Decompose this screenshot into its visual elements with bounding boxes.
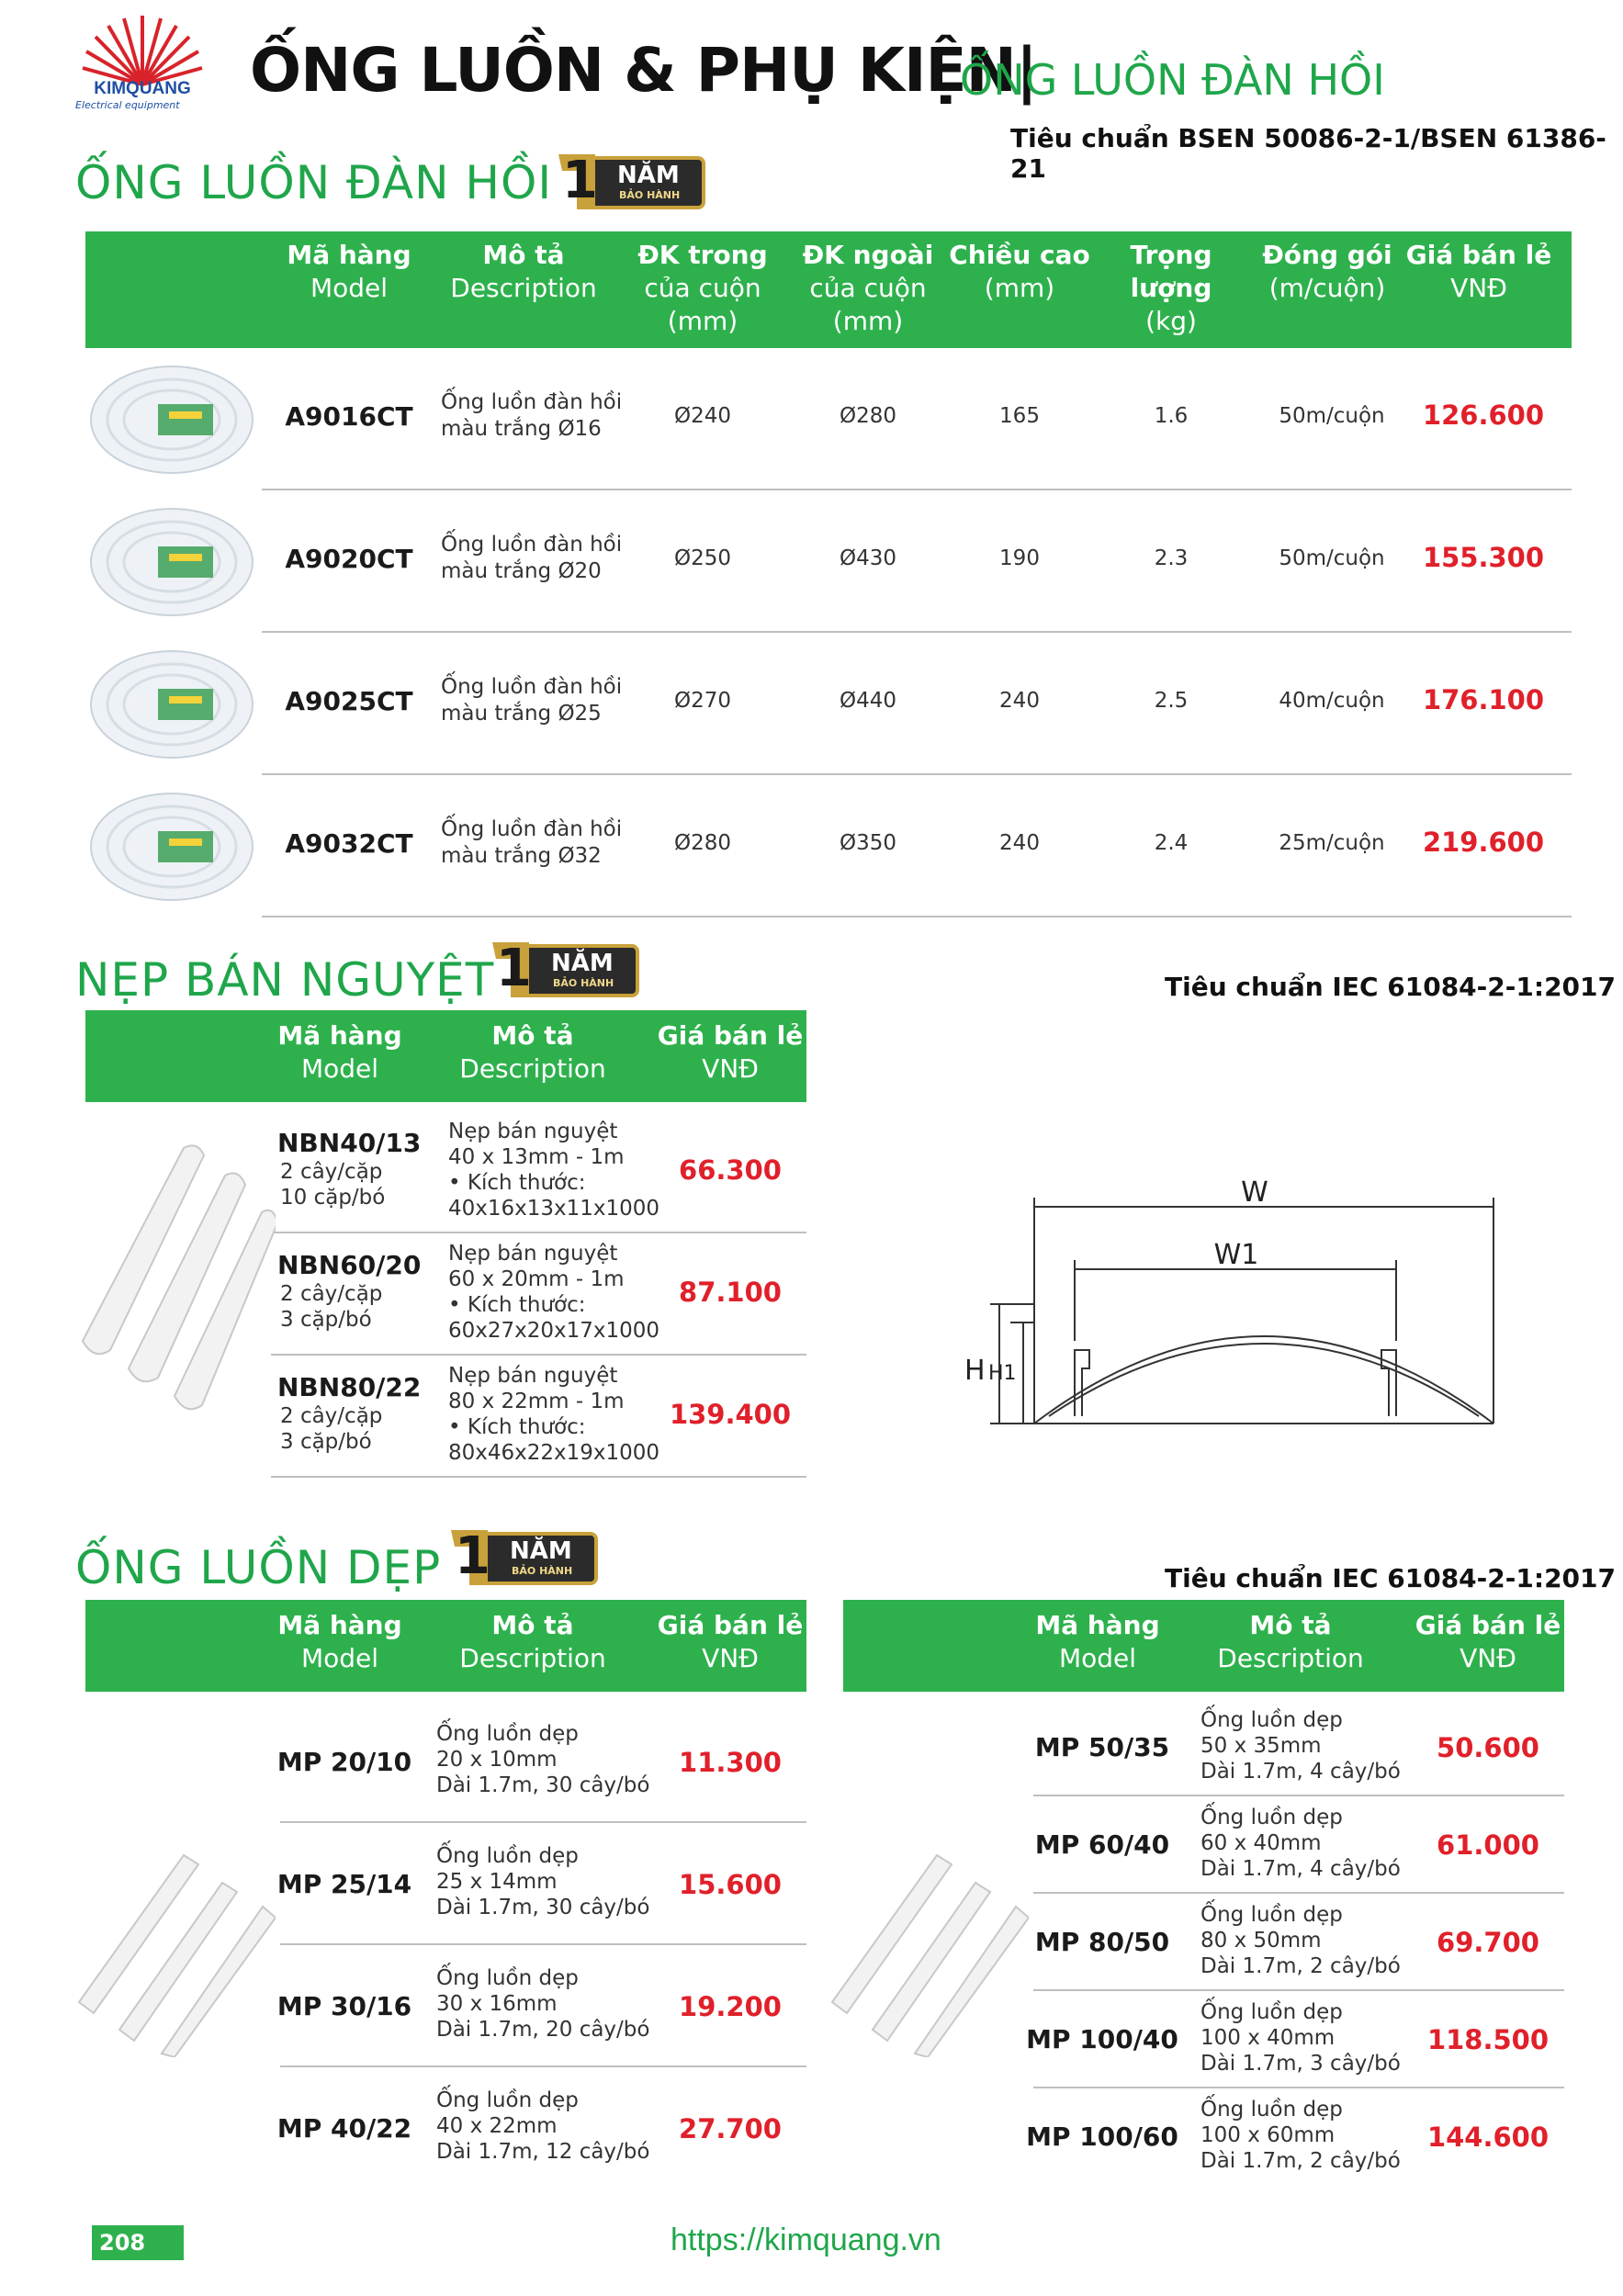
diagram-w1-label: W1 (1213, 1239, 1259, 1271)
table-header-cell (634, 239, 772, 338)
table-header-cell (652, 1609, 808, 1675)
table-row (0, 634, 1623, 776)
pack-line1: 2 cây/cặp (280, 1160, 383, 1184)
product-desc-line3: Dài 1.7m, 30 cây/bó (436, 1773, 650, 1797)
section1-standard: Tiêu chuẩn BSEN 50086-2-1/BSEN 61386-21 (1010, 123, 1606, 184)
product-desc-line1: Nẹp bán nguyệt (448, 1120, 618, 1143)
section3-title: ỐNG LUỒN DẸP (75, 1541, 442, 1594)
table-row (827, 2088, 1623, 2186)
product-desc-line1: Ống luồn dẹp (436, 1722, 579, 1746)
row-divider (262, 631, 1572, 633)
product-model: A9016CT (285, 401, 413, 432)
product-desc-line1: Ống luồn dẹp (436, 1966, 579, 1990)
header-label: Mô tả (491, 1020, 574, 1051)
coil-height: 190 (999, 546, 1040, 570)
header-label: Mã hàng (277, 1610, 402, 1640)
header-sublabel: VNĐ (1460, 1643, 1516, 1673)
product-desc-line1: Nẹp bán nguyệt (448, 1242, 618, 1266)
header-sublabel: (mm) (984, 273, 1055, 303)
header-sublabel: Description (459, 1643, 606, 1673)
product-model: MP 100/60 (1026, 2122, 1178, 2152)
product-price: 144.600 (1426, 2122, 1550, 2153)
table-row (0, 491, 1623, 634)
product-desc-line2: 80 x 50mm (1200, 1929, 1322, 1953)
product-model: MP 25/14 (276, 1869, 412, 1899)
header-sublabel: Model (310, 273, 389, 303)
product-desc-line2: 60 x 20mm - 1m (448, 1267, 625, 1291)
brand-name: KIMQUANG (94, 79, 191, 98)
header-sublabel: Model (300, 1053, 379, 1084)
header-label: Mã hàng (277, 1020, 402, 1051)
header-sublabel: (mm) (667, 306, 738, 336)
table-row (0, 776, 1623, 918)
half-round-cross-section-diagram (937, 1176, 1525, 1479)
product-desc-line1: Ống luồn dẹp (1200, 2098, 1343, 2122)
coil-height: 165 (999, 404, 1040, 428)
coil-height: 240 (999, 831, 1040, 855)
product-price: 139.400 (669, 1399, 792, 1430)
conduit-coil-image (85, 502, 259, 622)
product-price: 11.300 (679, 1747, 782, 1778)
flat-conduit-image-right (827, 1837, 1029, 2057)
inner-diameter: Ø240 (673, 404, 731, 428)
product-desc-line1: Nẹp bán nguyệt (448, 1364, 618, 1388)
product-desc-line2: 25 x 14mm (436, 1870, 558, 1894)
product-model: MP 100/40 (1026, 2024, 1178, 2054)
product-model: NBN60/20 (277, 1250, 422, 1280)
diagram-h1-label: H1 (988, 1362, 1017, 1385)
header-label: Mã hàng (1035, 1610, 1160, 1640)
table-header-cell (1410, 1609, 1566, 1675)
pack-line2: 3 cặp/bó (280, 1308, 372, 1332)
page-title: ỐNG LUỒN & PHỤ KIỆN| (250, 35, 1037, 106)
product-desc-line3: • Kích thước: (448, 1415, 586, 1439)
product-desc-line2: màu trắng Ø32 (441, 844, 602, 868)
page-subtitle: ỐNG LUỒN ĐÀN HỒI (960, 55, 1385, 105)
product-desc-line4: 40x16x13x11x1000 (448, 1197, 660, 1221)
coil-height: 240 (999, 689, 1040, 713)
packing: 50m/cuộn (1279, 546, 1385, 570)
outer-diameter: Ø430 (839, 546, 896, 570)
product-desc-line3: • Kích thước: (448, 1171, 586, 1195)
product-model: A9020CT (285, 544, 413, 574)
product-desc-line1: Ống luồn dẹp (1200, 2000, 1343, 2024)
product-desc-line2: màu trắng Ø20 (441, 559, 602, 583)
product-price: 19.200 (679, 1991, 782, 2022)
product-price: 155.300 (1422, 542, 1545, 573)
product-desc-line3: Dài 1.7m, 12 cây/bó (436, 2140, 650, 2164)
header-label: Mô tả (491, 1610, 574, 1640)
table-header-cell (266, 1609, 413, 1675)
header-label: ĐK ngoài (802, 240, 934, 270)
brand-tagline: Electrical equipment (75, 99, 180, 111)
product-price: 69.700 (1437, 1927, 1539, 1958)
pack-line2: 10 cặp/bó (280, 1186, 386, 1210)
conduit-coil-image (85, 360, 259, 479)
packing: 50m/cuộn (1279, 404, 1385, 428)
header-label: Trọng lượng (1130, 240, 1212, 303)
header-label: Mã hàng (287, 240, 411, 270)
section2-title: NẸP BÁN NGUYỆT (75, 953, 495, 1007)
header-sublabel: VNĐ (702, 1053, 759, 1084)
header-sublabel: (kg) (1145, 306, 1197, 336)
header-label: Chiều cao (949, 240, 1090, 270)
table-header-cell (441, 1019, 625, 1086)
product-desc-line2: 50 x 35mm (1200, 1734, 1322, 1758)
header-label: Giá bán lẻ (1405, 240, 1552, 270)
table-header-cell (1401, 239, 1557, 305)
pack-line1: 2 cây/cặp (280, 1404, 383, 1428)
product-desc-line1: Ống luồn đàn hồi (441, 533, 623, 557)
badge-number: 1 (562, 151, 598, 210)
packing: 40m/cuộn (1279, 689, 1385, 713)
product-desc-line2: màu trắng Ø16 (441, 417, 602, 441)
inner-diameter: Ø270 (673, 689, 731, 713)
header-label: Giá bán lẻ (1414, 1610, 1561, 1640)
header-sublabel: Description (450, 273, 597, 303)
product-desc-line2: 100 x 60mm (1200, 2123, 1336, 2147)
header-sublabel: VNĐ (702, 1643, 759, 1673)
table-header-cell (276, 239, 423, 305)
header-sublabel: Model (1058, 1643, 1137, 1673)
header-sublabel: (mm) (832, 306, 904, 336)
header-sublabel: Description (1217, 1643, 1364, 1673)
product-desc-line3: Dài 1.7m, 30 cây/bó (436, 1896, 650, 1919)
table-header-cell (441, 1609, 625, 1675)
table-header-cell (1093, 239, 1249, 338)
row-divider (271, 1476, 806, 1478)
product-desc-line2: 40 x 13mm - 1m (448, 1145, 625, 1169)
logo-sunburst-icon (73, 13, 211, 86)
product-model: MP 30/16 (276, 1991, 412, 2021)
header-sublabel: (m/cuộn) (1268, 273, 1386, 303)
row-divider (262, 916, 1572, 917)
product-model: A9032CT (285, 828, 413, 859)
half-round-trunking-image (73, 1120, 276, 1433)
product-model: MP 20/10 (276, 1747, 412, 1777)
product-price: 176.100 (1422, 684, 1545, 715)
product-price: 66.300 (679, 1154, 782, 1186)
product-price: 126.600 (1422, 400, 1545, 431)
product-desc-line1: Ống luồn dẹp (1200, 1903, 1343, 1927)
product-desc-line2: 20 x 10mm (436, 1748, 558, 1772)
product-desc-line2: 60 x 40mm (1200, 1831, 1322, 1855)
table-header-cell (799, 239, 937, 338)
product-desc-line3: Dài 1.7m, 2 cây/bó (1200, 1954, 1401, 1978)
product-model: A9025CT (285, 686, 413, 716)
footer-url[interactable]: https://kimquang.vn (671, 2223, 941, 2257)
product-desc-line3: Dài 1.7m, 2 cây/bó (1200, 2149, 1401, 2173)
inner-diameter: Ø280 (673, 831, 731, 855)
warranty-badge: NĂM BẢO HÀNH 1 (553, 149, 700, 213)
product-desc-line2: 40 x 22mm (436, 2114, 558, 2138)
product-desc-line3: Dài 1.7m, 3 cây/bó (1200, 2052, 1401, 2076)
warranty-badge: NĂM BẢO HÀNH 1 (487, 937, 634, 1001)
header-label: Mô tả (482, 240, 565, 270)
product-desc-line4: 80x46x22x19x1000 (448, 1441, 660, 1465)
table-row (0, 2067, 827, 2189)
product-price: 219.600 (1422, 827, 1545, 858)
outer-diameter: Ø280 (839, 404, 896, 428)
product-desc-line1: Ống luồn dẹp (436, 1844, 579, 1868)
product-desc-line3: Dài 1.7m, 20 cây/bó (436, 2018, 650, 2042)
header-sublabel: Model (300, 1643, 379, 1673)
coil-weight: 2.4 (1154, 831, 1189, 855)
product-price: 61.000 (1437, 1829, 1539, 1861)
badge-number: 1 (455, 1526, 490, 1586)
product-price: 87.100 (679, 1277, 782, 1308)
product-model: NBN40/13 (277, 1128, 422, 1158)
row-divider (262, 773, 1572, 775)
product-desc-line1: Ống luồn dẹp (436, 2088, 579, 2112)
table-row (0, 1701, 827, 1823)
table-header-cell (266, 1019, 413, 1086)
outer-diameter: Ø440 (839, 689, 896, 713)
header-label: Đóng gói (1262, 240, 1392, 270)
conduit-coil-image (85, 645, 259, 764)
header-label: Mô tả (1249, 1610, 1332, 1640)
product-desc-line4: 60x27x20x17x1000 (448, 1319, 660, 1343)
outer-diameter: Ø350 (839, 831, 896, 855)
product-desc-line3: Dài 1.7m, 4 cây/bó (1200, 1857, 1401, 1881)
header-sublabel: VNĐ (1450, 273, 1507, 303)
product-model: MP 60/40 (1034, 1829, 1170, 1860)
product-price: 27.700 (679, 2113, 782, 2144)
inner-diameter: Ø250 (673, 546, 731, 570)
product-model: MP 50/35 (1034, 1732, 1170, 1762)
coil-weight: 2.5 (1154, 689, 1189, 713)
section2-standard: Tiêu chuẩn IEC 61084-2-1:2017 (1165, 972, 1616, 1002)
diagram-w-label: W (1241, 1176, 1268, 1209)
flat-conduit-image-left (73, 1837, 276, 2057)
product-model: NBN80/22 (277, 1372, 422, 1402)
table-header-cell (1258, 239, 1396, 305)
header-sublabel: của cuộn (644, 273, 761, 303)
diagram-h-label: H (964, 1355, 986, 1387)
packing: 25m/cuộn (1279, 831, 1385, 855)
product-price: 15.600 (679, 1869, 782, 1900)
pack-line1: 2 cây/cặp (280, 1282, 383, 1306)
table-header-cell (1199, 1609, 1382, 1675)
row-divider (262, 489, 1572, 490)
header-label: Giá bán lẻ (657, 1020, 804, 1051)
product-desc-line1: Ống luồn đàn hồi (441, 675, 623, 699)
table-header-cell (946, 239, 1093, 305)
conduit-coil-image (85, 787, 259, 906)
product-desc-line1: Ống luồn dẹp (1200, 1708, 1343, 1732)
section3-standard: Tiêu chuẩn IEC 61084-2-1:2017 (1165, 1563, 1616, 1593)
table-header-cell (652, 1019, 808, 1086)
product-desc-line3: • Kích thước: (448, 1293, 586, 1317)
product-desc-line3: Dài 1.7m, 4 cây/bó (1200, 1760, 1401, 1784)
table-header-cell (432, 239, 615, 305)
product-desc-line1: Ống luồn dẹp (1200, 1806, 1343, 1829)
header-label: Giá bán lẻ (657, 1610, 804, 1640)
header-sublabel: Description (459, 1053, 606, 1084)
product-model: MP 80/50 (1034, 1927, 1170, 1957)
table-row (827, 1699, 1623, 1796)
product-desc-line2: 100 x 40mm (1200, 2026, 1336, 2050)
table-header-cell (1024, 1609, 1171, 1675)
table-row (0, 349, 1623, 491)
product-price: 50.600 (1437, 1732, 1539, 1763)
product-desc-line2: 80 x 22mm - 1m (448, 1390, 625, 1413)
header-sublabel: của cuộn (809, 273, 927, 303)
product-model: MP 40/22 (276, 2113, 412, 2144)
coil-weight: 1.6 (1154, 404, 1189, 428)
badge-number: 1 (496, 939, 532, 998)
product-price: 118.500 (1426, 2024, 1550, 2055)
brand-logo (73, 13, 211, 111)
page-number: 208 (99, 2230, 146, 2256)
section1-title: ỐNG LUỒN ĐÀN HỒI (75, 156, 553, 209)
product-desc-line2: màu trắng Ø25 (441, 702, 602, 726)
header-label: ĐK trong (637, 240, 768, 270)
product-desc-line1: Ống luồn đàn hồi (441, 817, 623, 841)
product-desc-line2: 30 x 16mm (436, 1992, 558, 2016)
pack-line2: 3 cặp/bó (280, 1430, 372, 1454)
coil-weight: 2.3 (1154, 546, 1189, 570)
product-desc-line1: Ống luồn đàn hồi (441, 390, 623, 414)
warranty-badge: NĂM BẢO HÀNH 1 (445, 1525, 592, 1589)
